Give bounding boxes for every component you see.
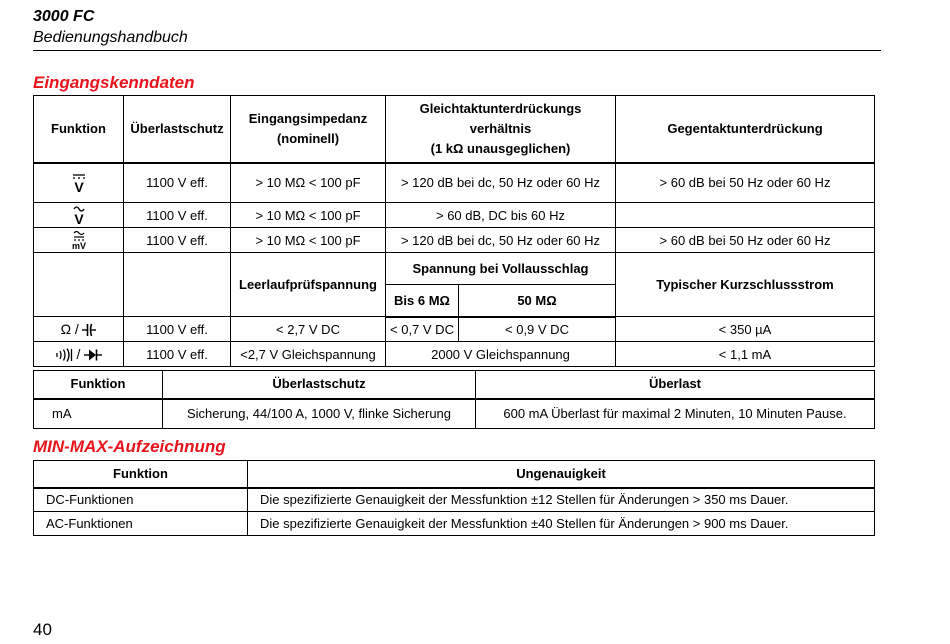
col-ungenauigkeit: Ungenauigkeit (248, 461, 875, 488)
col-kurzschluss: Typischer Kurzschlussstrom (616, 253, 875, 317)
diode-icon (84, 348, 102, 362)
empty-cell (34, 253, 124, 317)
leerlauf-value: <2,7 V Gleichspannung (231, 342, 386, 367)
capacitor-icon (82, 323, 96, 337)
schutz-value: 1100 V eff. (124, 342, 231, 367)
table-row (34, 488, 875, 512)
funktion-value: DC-Funktionen (34, 488, 248, 512)
ac-dc-millivolts-icon (34, 228, 124, 253)
header-rule (33, 50, 881, 51)
col-vollausschlag: Spannung bei Vollausschlag (386, 253, 616, 285)
funktion-value: AC-Funktionen (34, 512, 248, 536)
col-leerlauf: Leerlaufprüfspannung (231, 253, 386, 317)
gegentakt-value: > 60 dB bei 50 Hz oder 60 Hz (616, 163, 875, 203)
gleichtakt-header-line3: (1 kΩ unausgeglichen) (430, 140, 571, 156)
overload-table (33, 370, 875, 429)
col-ueberlast: Überlast (476, 371, 875, 399)
ueberlast-value: 600 mA Überlast für maximal 2 Minuten, 10 Minuten Pause. (476, 399, 875, 429)
dc-volts-icon (34, 163, 124, 203)
col-ueberlastschutz: Überlastschutz (124, 96, 231, 163)
table1-header-row (34, 96, 875, 163)
schutz-value: 1100 V eff. (124, 203, 231, 228)
section-heading-min-max: MIN-MAX-Aufzeichnung (33, 437, 226, 456)
col-bis-6-mohm: Bis 6 MΩ (386, 285, 459, 317)
continuity-symbol-text: / (76, 345, 81, 362)
schutz-value: 1100 V eff. (124, 317, 231, 342)
ac-volts-icon (34, 203, 124, 228)
gleichtakt-value: > 60 dB, DC bis 60 Hz (386, 203, 616, 228)
kurzschluss-value: < 1,1 mA (616, 342, 875, 367)
gegentakt-value (616, 203, 875, 228)
table2-header-row (34, 371, 875, 399)
ungenauigkeit-value: Die spezifizierte Genauigkeit der Messfunktion ±12 Stellen für Änderungen > 350 ms Dauer. (248, 488, 875, 512)
continuity-diode-icon (34, 342, 124, 367)
gleichtakt-header-line1: Gleichtaktunterdrückungs (419, 100, 582, 116)
kurzschluss-value: < 350 µA (616, 317, 875, 342)
empty-cell (124, 253, 231, 317)
document-subtitle: Bedienungshandbuch (33, 29, 188, 46)
col-ueberlastschutz: Überlastschutz (163, 371, 476, 399)
section-heading-eingangskenndaten: Eingangskenndaten (33, 73, 195, 92)
table-row (34, 342, 875, 367)
vollausschlag-value: 2000 V Gleichspannung (386, 342, 616, 367)
svg-text:V: V (73, 211, 84, 226)
impedanz-value: > 10 MΩ < 100 pF (231, 163, 386, 203)
table3-header-row (34, 461, 875, 488)
page-number: 40 (33, 620, 52, 639)
min-max-table (33, 460, 875, 536)
gleichtakt-value: > 120 dB bei dc, 50 Hz oder 60 Hz (386, 228, 616, 253)
svg-text:mV: mV (71, 241, 86, 251)
table-row (34, 163, 875, 203)
impedanz-header-line1: Eingangsimpedanz (248, 110, 368, 126)
gleichtakt-header-line2: verhältnis (469, 120, 532, 136)
m50-value: < 0,9 V DC (459, 317, 616, 342)
leerlauf-value: < 2,7 V DC (231, 317, 386, 342)
table-row (34, 399, 875, 429)
gleichtakt-value: > 120 dB bei dc, 50 Hz oder 60 Hz (386, 163, 616, 203)
col-funktion: Funktion (34, 96, 124, 163)
schutz-value: 1100 V eff. (124, 228, 231, 253)
col-funktion: Funktion (34, 461, 248, 488)
impedanz-value: > 10 MΩ < 100 pF (231, 203, 386, 228)
table-row (34, 228, 875, 253)
table-row (34, 317, 875, 342)
funktion-value: mA (34, 399, 163, 429)
input-specs-table (33, 95, 875, 367)
table-row (34, 203, 875, 228)
table1-subheader-row (34, 253, 875, 285)
bis6-value: < 0,7 V DC (386, 317, 459, 342)
gegentakt-value: > 60 dB bei 50 Hz oder 60 Hz (616, 228, 875, 253)
ohm-symbol-text: Ω / (60, 320, 79, 337)
continuity-icon (55, 348, 73, 362)
schutz-value: 1100 V eff. (124, 163, 231, 203)
ohm-capacitor-icon (34, 317, 124, 342)
impedanz-header-line2: (nominell) (276, 130, 340, 146)
col-gleichtakt (386, 96, 616, 163)
impedanz-value: > 10 MΩ < 100 pF (231, 228, 386, 253)
svg-text:V: V (73, 178, 84, 194)
ungenauigkeit-value: Die spezifizierte Genauigkeit der Messfunktion ±40 Stellen für Änderungen > 900 ms Dauer. (248, 512, 875, 536)
col-gegentakt: Gegentaktunterdrückung (616, 96, 875, 163)
table-row (34, 512, 875, 536)
col-funktion: Funktion (34, 371, 163, 399)
document-title: 3000 FC (33, 8, 95, 25)
col-50-mohm: 50 MΩ (459, 285, 616, 317)
col-eingangsimpedanz (231, 96, 386, 163)
schutz-value: Sicherung, 44/100 A, 1000 V, flinke Sicherung (163, 399, 476, 429)
